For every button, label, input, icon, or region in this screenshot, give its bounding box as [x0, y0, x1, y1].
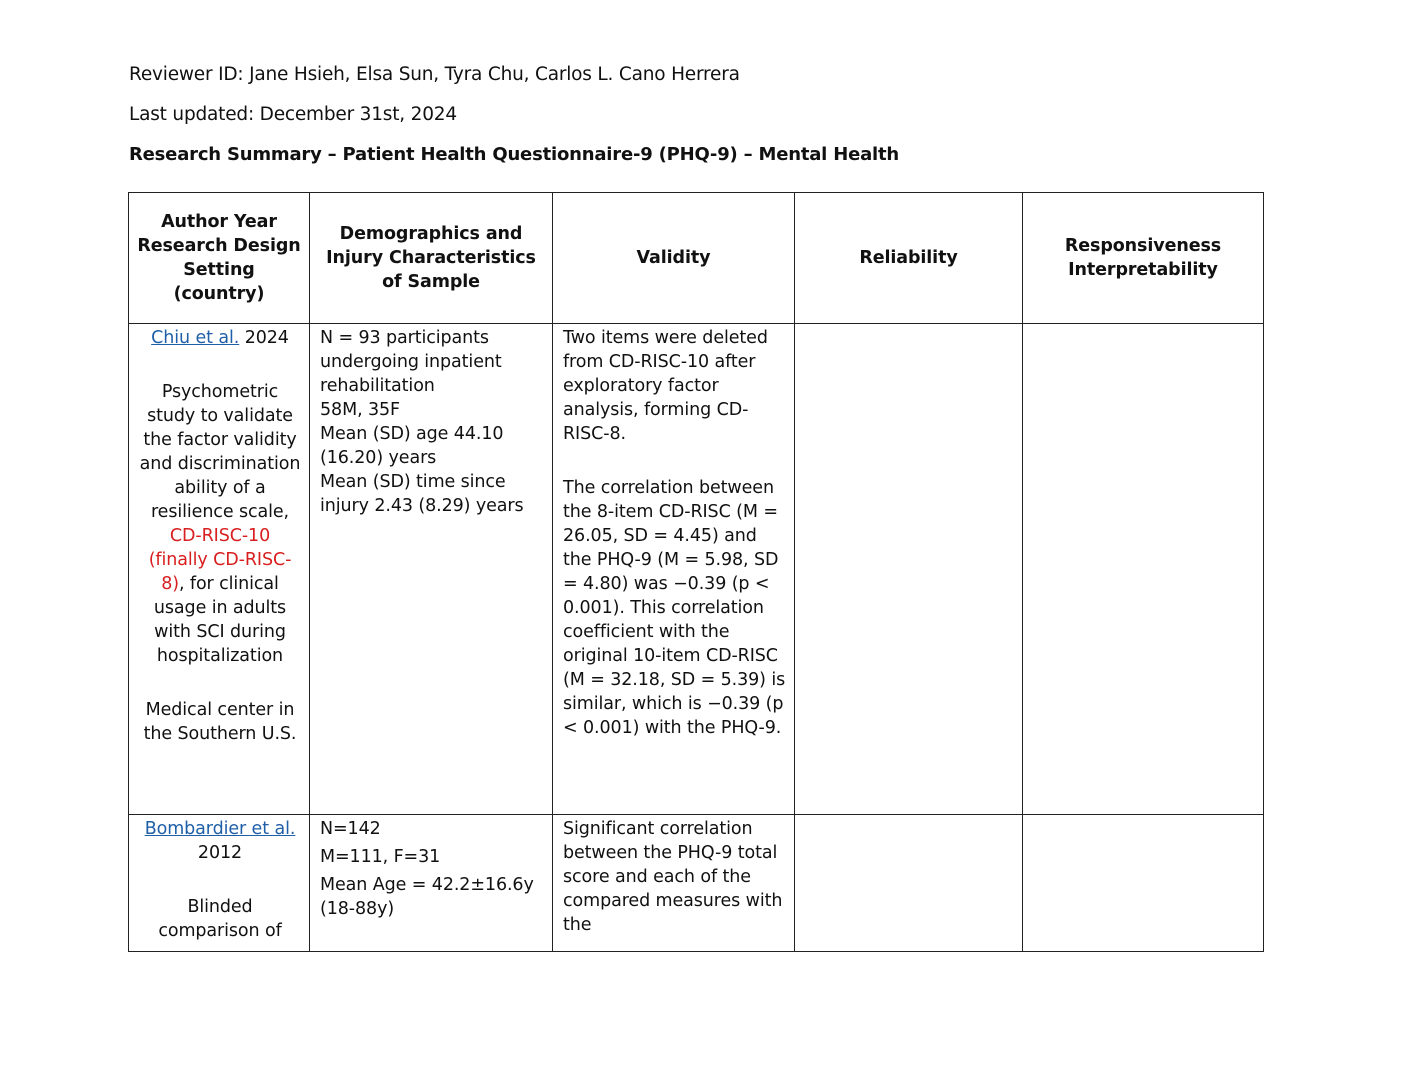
- reviewer-line: Reviewer ID: Jane Hsieh, Elsa Sun, Tyra Chu, Carlos L. Cano Herrera: [129, 64, 740, 85]
- demographics-line: 58M, 35F: [320, 400, 401, 420]
- table-row: [129, 324, 1264, 815]
- validity-paragraph: Significant correlation between the PHQ-9 total score and each of the compared measures with the: [563, 819, 783, 935]
- demographics-line: Mean Age = 42.2±16.6y (18-88y): [320, 875, 534, 919]
- table-header-row: [129, 193, 1264, 324]
- last-updated-line: Last updated: December 31st, 2024: [129, 104, 457, 125]
- author-design-cell: [129, 324, 310, 815]
- design-text: Psychometric study to validate the factor validity and discrimination ability of a resilience scale,: [139, 382, 301, 522]
- column-header-author: Author Year Research Design Setting (country): [129, 193, 310, 324]
- reliability-cell: [795, 324, 1023, 815]
- research-summary-table: [128, 192, 1264, 952]
- demographics-cell: [310, 324, 553, 815]
- study-design: Blinded comparison of: [158, 897, 282, 941]
- study-design: [139, 380, 301, 668]
- validity-cell: [553, 324, 795, 815]
- column-header-responsiveness: Responsiveness Interpretability: [1023, 193, 1264, 324]
- design-text-continued: , for clinical usage in adults with SCI during hospitalization: [153, 574, 287, 666]
- author-design-cell: [129, 815, 310, 952]
- validity-paragraph: Two items were deleted from CD-RISC-10 after exploratory factor analysis, forming CD-RISC-8.: [563, 328, 768, 444]
- column-header-reliability: Reliability: [795, 193, 1023, 324]
- demographics-line: N = 93 participants undergoing inpatient rehabilitation: [320, 328, 502, 396]
- study-year: 2012: [197, 843, 243, 863]
- responsiveness-cell: [1023, 324, 1264, 815]
- column-header-demographics: Demographics and Injury Characteristics of Sample: [310, 193, 553, 324]
- study-year: 2024: [239, 328, 289, 348]
- demographics-line: N=142: [320, 819, 381, 839]
- column-header-validity: Validity: [553, 193, 795, 324]
- demographics-cell: [310, 815, 553, 952]
- validity-paragraph: The correlation between the 8-item CD-RISC (M = 26.05, SD = 4.45) and the PHQ-9 (M = 5.98, SD = 4.80) was −0.39 (p < 0.001). This correlation coefficient with the original 10-item CD-RISC (M = 32.18, SD = 5.39) is similar, which is −0.39 (p < 0.001) with the PHQ-9.: [563, 478, 786, 738]
- study-setting: Medical center in the Southern U.S.: [143, 700, 297, 744]
- scale-name-highlight: CD-RISC-10 (finally CD-RISC-8): [148, 526, 292, 594]
- demographics-line: M=111, F=31: [320, 847, 441, 867]
- responsiveness-cell: [1023, 815, 1264, 952]
- reliability-cell: [795, 815, 1023, 952]
- table-row: [129, 815, 1264, 952]
- validity-cell: [553, 815, 795, 952]
- document-title: Research Summary – Patient Health Questionnaire-9 (PHQ-9) – Mental Health: [129, 144, 900, 165]
- citation-link[interactable]: Bombardier et al.: [144, 819, 296, 839]
- demographics-line: Mean (SD) time since injury 2.43 (8.29) years: [320, 472, 524, 516]
- citation-link[interactable]: Chiu et al.: [151, 328, 240, 348]
- demographics-line: Mean (SD) age 44.10 (16.20) years: [320, 424, 504, 468]
